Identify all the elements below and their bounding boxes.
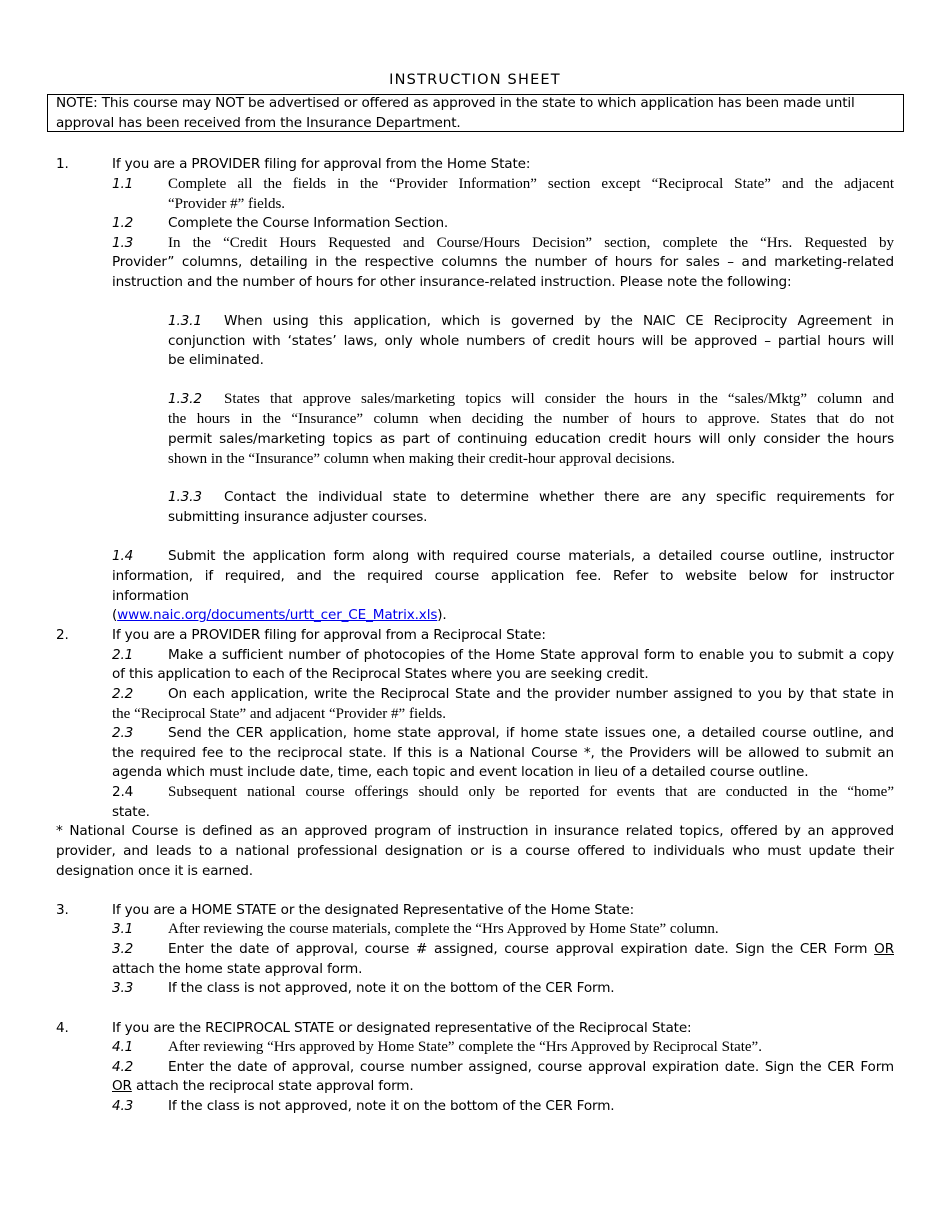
item-4-2-line-1: Enter the date of approval, course number assigned, course approval expiration date. Sign the CER Form: [168, 1059, 894, 1075]
note-box: [47, 94, 904, 132]
item-2-3-line-3: agenda which must include date, time, each topic and event location in lieu of a detailed course outline.: [112, 764, 809, 780]
section-4-heading: If you are the RECIPROCAL STATE or designated representative of the Reciprocal State:: [112, 1020, 692, 1036]
item-2-2-number: 2.2: [112, 686, 134, 702]
item-1-3-2-line-3: permit sales/marketing topics as part of continuing education credit hours will only consider the hours: [168, 431, 894, 447]
item-4-3-number: 4.3: [112, 1098, 134, 1114]
section-3-number: 3.: [56, 902, 69, 918]
item-1-3-1-line-1: When using this application, which is governed by the NAIC CE Reciprocity Agreement in: [224, 313, 894, 329]
item-4-2-line-2: [112, 1076, 414, 1096]
item-3-2-line-1: [168, 939, 894, 959]
matrix-link[interactable]: www.naic.org/documents/urtt_cer_CE_Matrix.xls: [117, 607, 438, 623]
section-4-number: 4.: [56, 1020, 69, 1036]
item-2-1-line-2: of this application to each of the Reciprocal States where you are seeking credit.: [112, 666, 649, 682]
note-line-2: approval has been received from the Insurance Department.: [56, 115, 461, 131]
item-1-2-number: 1.2: [112, 215, 134, 231]
item-2-3-number: 2.3: [112, 725, 134, 741]
item-2-2-line-2: the “Reciprocal State” and adjacent “Provider #” fields.: [112, 706, 447, 722]
item-2-1-number: 2.1: [112, 647, 134, 663]
item-3-2-number: 3.2: [112, 941, 134, 957]
item-2-3-line-1: Send the CER application, home state approval, if home state issues one, a detailed course outline, and: [168, 725, 894, 741]
item-4-1-number: 4.1: [112, 1039, 134, 1055]
item-1-3-2-line-2: the hours in the “Insurance” column when deciding the number of hours to approve. States that do not: [168, 411, 894, 427]
item-1-3-3-line-1: Contact the individual state to determine whether there are any specific requirements for: [224, 489, 894, 505]
item-1-4-link-line: [112, 605, 447, 625]
item-3-3-number: 3.3: [112, 980, 134, 996]
item-1-4-line-1: Submit the application form along with required course materials, a detailed course outline, instructor: [168, 548, 894, 564]
item-1-3-2-line-1: States that approve sales/marketing topics will consider the hours in the “sales/Mktg” column and: [224, 391, 894, 407]
item-1-3-1-number: 1.3.1: [168, 313, 202, 329]
item-1-4-line-3: information: [112, 588, 189, 604]
item-1-3-2-number: 1.3.2: [168, 391, 202, 407]
item-3-1-number: 3.1: [112, 921, 134, 937]
section-2-heading: If you are a PROVIDER filing for approval from a Reciprocal State:: [112, 627, 546, 643]
item-1-3-1-line-3: be eliminated.: [168, 352, 264, 368]
item-1-3-line-3: instruction and the number of hours for other insurance-related instruction. Please note the following:: [112, 274, 792, 290]
item-1-1-number: 1.1: [112, 176, 134, 192]
item-1-3-line-1: In the “Credit Hours Requested and Course/Hours Decision” section, complete the “Hrs. Requested by: [168, 235, 894, 251]
item-2-4-line-1: Subsequent national course offerings should only be reported for events that are conducted in the “home”: [168, 784, 894, 800]
section-1-number: 1.: [56, 156, 69, 172]
section-1-heading: If you are a PROVIDER filing for approval from the Home State:: [112, 156, 531, 172]
item-3-1-line-1: After reviewing the course materials, complete the “Hrs Approved by Home State” column.: [168, 921, 719, 937]
item-1-4-number: 1.4: [112, 548, 134, 564]
item-2-4-number: 2.4: [112, 784, 134, 800]
item-1-3-line-2: Provider” columns, detailing in the respective columns the number of hours for sales – and marketing-related: [112, 254, 894, 270]
item-4-2-text: attach the reciprocal state approval form.: [131, 1078, 414, 1094]
item-2-1-line-1: Make a sufficient number of photocopies of the Home State approval form to enable you to submit a copy: [168, 647, 894, 663]
footnote-line-2: provider, and leads to a national professional designation or is a course offered to individuals who must update their: [56, 843, 894, 859]
link-close-paren: ).: [437, 607, 447, 623]
item-4-3-line-1: If the class is not approved, note it on the bottom of the CER Form.: [168, 1098, 615, 1114]
item-3-2-or: OR: [874, 941, 894, 957]
item-2-3-line-2: the required fee to the reciprocal state. If this is a National Course *, the Providers will be allowed to submit an: [112, 745, 894, 761]
item-1-2-line-1: Complete the Course Information Section.: [168, 215, 449, 231]
item-1-3-1-line-2: conjunction with ‘states’ laws, only whole numbers of credit hours will be approved – partial hours will: [168, 333, 894, 349]
item-1-3-3-number: 1.3.3: [168, 489, 202, 505]
item-2-4-line-2: state.: [112, 804, 150, 820]
page-title: INSTRUCTION SHEET: [389, 72, 561, 88]
item-4-2-number: 4.2: [112, 1059, 134, 1075]
item-1-3-3-line-2: submitting insurance adjuster courses.: [168, 509, 428, 525]
item-3-2-text: Enter the date of approval, course # assigned, course approval expiration date. Sign the CER Form: [168, 941, 875, 957]
item-1-1-line-2: “Provider #” fields.: [168, 196, 286, 212]
section-2-number: 2.: [56, 627, 69, 643]
item-3-3-line-1: If the class is not approved, note it on the bottom of the CER Form.: [168, 980, 615, 996]
note-line-1: NOTE: This course may NOT be advertised or offered as approved in the state to which application has been made until: [56, 95, 855, 111]
section-3-heading: If you are a HOME STATE or the designated Representative of the Home State:: [112, 902, 635, 918]
link-open-paren: (: [112, 607, 118, 623]
item-4-1-line-1: After reviewing “Hrs approved by Home State” complete the “Hrs Approved by Reciprocal State”.: [168, 1039, 762, 1055]
item-1-3-2-line-4: shown in the “Insurance” column when making their credit-hour approval decisions.: [168, 451, 675, 467]
footnote-line-3: designation once it is earned.: [56, 863, 253, 879]
item-1-1-line-1: Complete all the fields in the “Provider Information” section except “Reciprocal State” and the adjacent: [168, 176, 894, 192]
item-3-2-line-2: attach the home state approval form.: [112, 961, 363, 977]
item-1-4-line-2: information, if required, and the required course application fee. Refer to website below for instructor: [112, 568, 894, 584]
item-2-2-line-1: On each application, write the Reciprocal State and the provider number assigned to you by that state in: [168, 686, 894, 702]
item-4-2-or: OR: [112, 1078, 132, 1094]
item-1-3-number: 1.3: [112, 235, 134, 251]
footnote-line-1: * National Course is defined as an approved program of instruction in insurance related topics, offered by an approved: [56, 823, 894, 839]
